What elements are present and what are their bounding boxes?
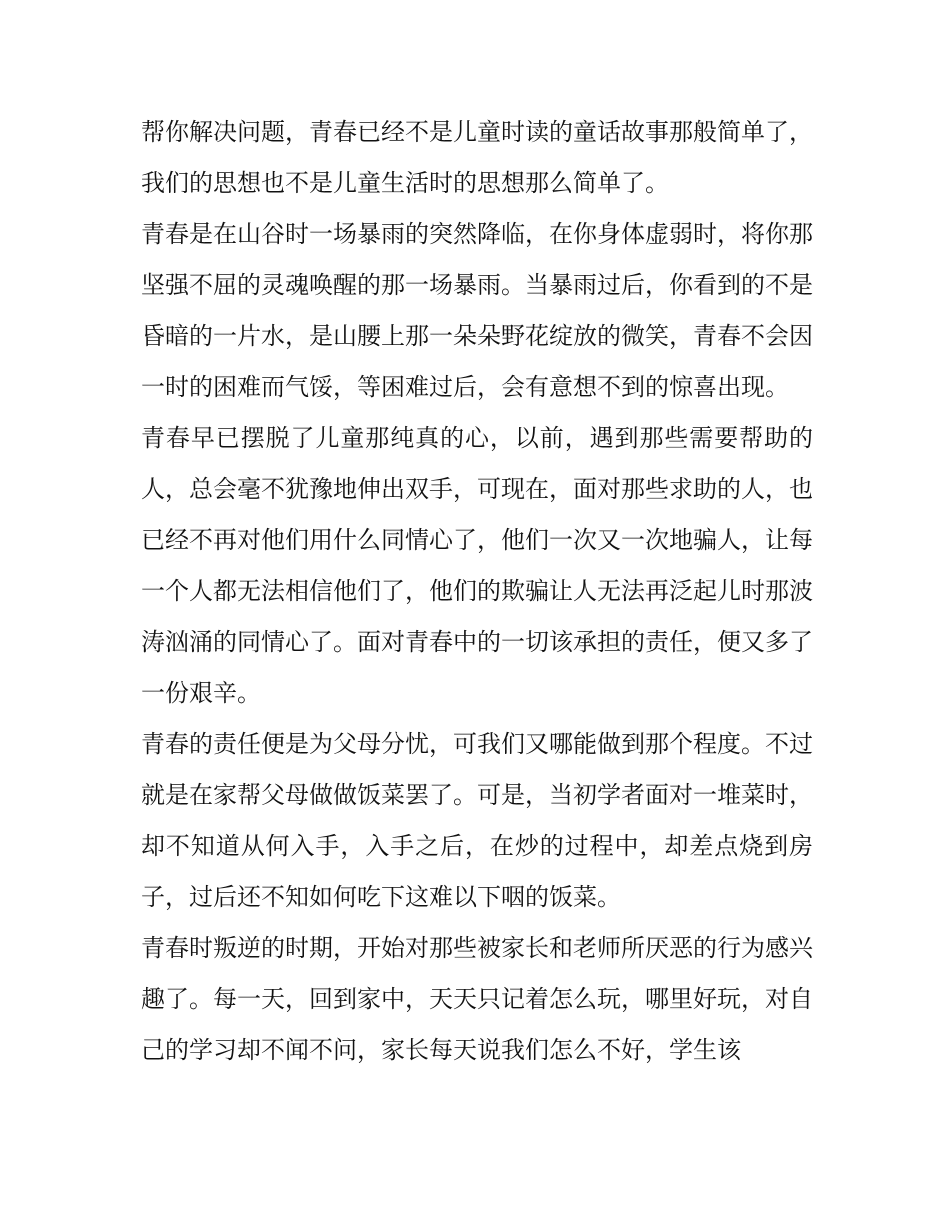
paragraph-2: 青春是在山谷时一场暴雨的突然降临，在你身体虚弱时，将你那坚强不屈的灵魂唤醒的那一场暴雨。当暴雨过后，你看到的不是昏暗的一片水，是山腰上那一朵朵野花绽放的微笑，青春不会因一时的困难而气馁，等困难过后，会有意想不到的惊喜出现。 <box>141 220 813 401</box>
paragraph-5: 青春时叛逆的时期，开始对那些被家长和老师所厌恶的行为感兴趣了。每一天，回到家中，天天只记着怎么玩，哪里好玩，对自己的学习却不闻不问，家长每天说我们怎么不好，学生该 <box>141 934 813 1064</box>
paragraph-1: 帮你解决问题，青春已经不是儿童时读的童话故事那般简单了，我们的思想也不是儿童生活时的思想那么简单了。 <box>141 118 813 197</box>
paragraph-4: 青春的责任便是为父母分忧，可我们又哪能做到那个程度。不过就是在家帮父母做做饭菜罢了。可是，当初学者面对一堆菜时，却不知道从何入手，入手之后，在炒的过程中，却差点烧到房子，过后还不知如何吃下这难以下咽的饭菜。 <box>141 730 813 911</box>
document-page <box>141 107 813 1076</box>
paragraph-3: 青春早已摆脱了儿童那纯真的心，以前，遇到那些需要帮助的人，总会毫不犹豫地伸出双手，可现在，面对那些求助的人，也已经不再对他们用什么同情心了，他们一次又一次地骗人，让每一个人都无法相信他们了，他们的欺骗让人无法再泛起儿时那波涛汹涌的同情心了。面对青春中的一切该承担的责任，便又多了一份艰辛。 <box>141 424 813 707</box>
